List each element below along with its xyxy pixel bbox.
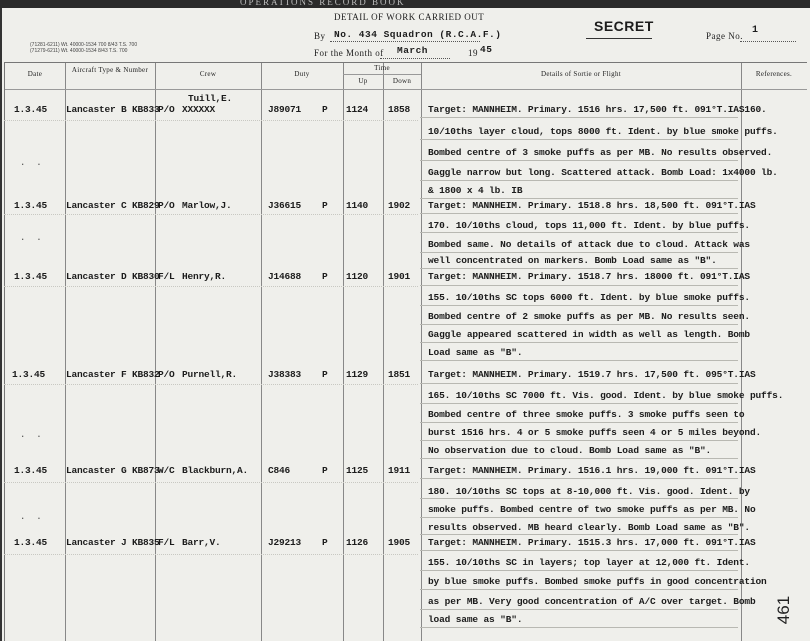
entry-detail-line: Target: MANNHEIM. Primary. 1519.7 hrs. 17,500 ft. 095°T.IAS <box>428 369 756 380</box>
entry-detail-line: as per MB. Very good concentration of A/C over target. Bomb <box>428 596 756 607</box>
entry-time-down: 1851 <box>388 369 411 380</box>
entry-time-up: 1124 <box>346 104 369 115</box>
entry-detail-line: 165. 10/10ths SC 7000 ft. Vis. good. Ident. by blue smoke puffs. <box>428 390 784 401</box>
ruled-line <box>420 360 738 361</box>
ruled-line <box>420 478 738 479</box>
ruled-line <box>420 550 738 551</box>
entry-aircraft: Lancaster F KB832 <box>66 369 160 380</box>
classification-underline <box>586 38 652 39</box>
entry-duty: P <box>322 271 328 282</box>
ruled-line <box>420 252 738 253</box>
page-number: 1 <box>752 25 759 36</box>
ruled-line <box>420 534 738 535</box>
ruled-line <box>420 422 738 423</box>
col-down: Down <box>392 77 412 85</box>
ruled-line <box>420 570 738 571</box>
ruled-line <box>420 117 738 118</box>
entry-duty: P <box>322 200 328 211</box>
ruled-line <box>420 458 738 459</box>
entry-time-up: 1125 <box>346 465 369 476</box>
entry-date: 1.3.45 <box>14 537 48 548</box>
ruled-line <box>420 403 738 404</box>
entry-duty: P <box>322 465 328 476</box>
entry-time-up: 1129 <box>346 369 369 380</box>
ruled-line <box>420 324 738 325</box>
scan-edge <box>0 0 2 641</box>
ruled-line <box>420 305 738 306</box>
entry-time-up: 1126 <box>346 537 369 548</box>
entry-detail-line: 10/10ths layer cloud, tops 8000 ft. Ident. by blue smoke puffs. <box>428 126 778 137</box>
ruled-line <box>420 498 738 499</box>
entry-separator <box>4 120 418 121</box>
page-underline <box>740 41 796 42</box>
entry-date: 1.3.45 <box>14 271 48 282</box>
col-time: Time <box>374 64 390 72</box>
entry-detail-line: smoke puffs. Bombed centre of two smoke puffs as per MB. No <box>428 504 756 515</box>
ruled-line <box>420 180 738 181</box>
entry-duty: P <box>322 369 328 380</box>
ditto-marks: . . <box>20 233 42 243</box>
entry-detail-line: Target: MANNHEIM. Primary. 1516.1 hrs. 19,000 ft. 091°T.IAS <box>428 465 756 476</box>
classification-stamp: SECRET <box>594 18 654 34</box>
entry-time-down: 1858 <box>388 104 411 115</box>
entry-time-down: 1905 <box>388 537 411 548</box>
entry-date: 1.3.45 <box>14 465 48 476</box>
entry-detail-line: Target: MANNHEIM. Primary. 1515.3 hrs. 17,000 ft. 091°T.IAS <box>428 537 756 548</box>
entry-detail-line: 155. 10/10ths SC in layers; top layer at 12,000 ft. Ident. <box>428 557 750 568</box>
entry-detail-line: Gaggle narrow but long. Scattered attack. Bomb Load: 1x4000 lb. <box>428 167 778 178</box>
entry-detail-line: Gaggle appeared scattered in width as well as length. Bomb <box>428 329 750 340</box>
ruled-line <box>420 160 738 161</box>
entry-detail-line: Target: MANNHEIM. Primary. 1516 hrs. 17,500 ft. 091°T.IAS160. <box>428 104 767 115</box>
month-underline <box>380 58 450 59</box>
entry-crew-rank: W/C <box>158 465 175 476</box>
col-aircraft: Aircraft Type & Number <box>71 66 149 74</box>
ruled-line <box>420 268 738 269</box>
entry-crew-rank: F/L <box>158 537 175 548</box>
ruled-line <box>420 342 738 343</box>
ruled-line <box>420 383 738 384</box>
entry-crew-name: Barr,V. <box>182 537 221 548</box>
entry-service-number: C846 <box>268 465 291 476</box>
entry-service-number: J29213 <box>268 537 302 548</box>
cut-off-header <box>0 0 810 8</box>
entry-aircraft: Lancaster B KB833 <box>66 104 160 115</box>
entry-detail-line: Bombed same. No details of attack due to cloud. Attack was <box>428 239 750 250</box>
entry-date: 1.3.45 <box>14 200 48 211</box>
entry-crew-name: Blackburn,A. <box>182 465 249 476</box>
entry-crew-rank: P/O <box>158 369 175 380</box>
entry-duty: P <box>322 537 328 548</box>
entry-duty: P <box>322 104 328 115</box>
col-duty: Duty <box>294 70 310 78</box>
ditto-marks: . . <box>20 512 42 522</box>
ruled-line <box>420 232 738 233</box>
entry-aircraft: Lancaster J KB835 <box>66 537 160 548</box>
entry-aircraft: Lancaster C KB829 <box>66 200 160 211</box>
entry-time-up: 1120 <box>346 271 369 282</box>
year-value: 45 <box>480 44 493 55</box>
entry-service-number: J89071 <box>268 104 302 115</box>
page-label: Page No. <box>706 31 743 41</box>
entry-separator <box>4 554 418 555</box>
ruled-line <box>420 285 738 286</box>
archive-page-number: 461 <box>774 595 794 625</box>
col-details: Details of Sortie or Flight <box>540 70 622 78</box>
entry-detail-line: Load same as "B". <box>428 347 523 358</box>
entry-detail-line: results observed. MB heard clearly. Bomb Load same as "B". <box>428 522 750 533</box>
ruled-line <box>420 213 738 214</box>
ditto-marks: . . <box>20 158 42 168</box>
ruled-line <box>420 139 738 140</box>
entry-detail-line: well concentrated on markers. Bomb Load same as "B". <box>428 255 717 266</box>
form-code-1: (71281-6211) Wt. 40000-1534 700 8/43 T.S. 700 <box>30 42 138 48</box>
entry-detail-line: Target: MANNHEIM. Primary. 1518.7 hrs. 18000 ft. 091°T.IAS <box>428 271 750 282</box>
entry-time-down: 1901 <box>388 271 411 282</box>
year-prefix: 19 <box>468 48 478 58</box>
entry-crew-name: Purnell,R. <box>182 369 238 380</box>
entry-crew-struck: XXXXXX <box>182 104 216 115</box>
entry-crew-rank: F/L <box>158 271 175 282</box>
squadron-underline <box>330 41 480 42</box>
entry-separator <box>4 214 418 215</box>
entry-time-up: 1140 <box>346 200 369 211</box>
ruled-line <box>420 198 738 199</box>
entry-separator <box>4 384 418 385</box>
entry-aircraft: Lancaster G KB873 <box>66 465 160 476</box>
entry-detail-line: by blue smoke puffs. Bombed smoke puffs in good concentration <box>428 576 767 587</box>
entry-detail-line: Bombed centre of 3 smoke puffs as per MB. No results observed. <box>428 147 773 158</box>
entry-date: 1.3.45 <box>12 369 46 380</box>
entry-service-number: J14688 <box>268 271 302 282</box>
entry-crew-rank: P/O <box>158 200 175 211</box>
entry-detail-line: Target: MANNHEIM. Primary. 1518.8 hrs. 18,500 ft. 091°T.IAS <box>428 200 756 211</box>
form-header-cut: OPERATIONS RECORD BOOK <box>240 0 406 7</box>
squadron-name: No. 434 Squadron (R.C.A.F.) <box>334 29 502 40</box>
entry-crew-name: Henry,R. <box>182 271 227 282</box>
entry-service-number: J38383 <box>268 369 302 380</box>
entry-detail-line: burst 1516 hrs. 4 or 5 smoke puffs seen 4 or 5 miles beyond. <box>428 427 762 438</box>
entry-aircraft: Lancaster D KB830 <box>66 271 160 282</box>
entry-time-down: 1911 <box>388 465 411 476</box>
entry-detail-line: Bombed centre of three smoke puffs. 3 smoke puffs seen to <box>428 409 745 420</box>
entry-detail-line: 155. 10/10ths SC tops 6000 ft. Ident. by blue smoke puffs. <box>428 292 750 303</box>
ruled-line <box>420 609 738 610</box>
entry-separator <box>4 286 418 287</box>
entry-separator <box>4 482 418 483</box>
entry-detail-line: 170. 10/10ths cloud, tops 11,000 ft. Ident. by blue puffs. <box>428 220 750 231</box>
ruled-line <box>420 440 738 441</box>
ruled-line <box>420 627 738 628</box>
entry-date: 1.3.45 <box>14 104 48 115</box>
col-references: References. <box>755 70 793 78</box>
col-date: Date <box>27 70 43 78</box>
month-value: March <box>397 45 429 56</box>
form-code-2: (71279-6211) Wt. 40000-1534 8/43 T.S. 700 <box>30 48 128 54</box>
entry-service-number: J36615 <box>268 200 302 211</box>
form-title: DETAIL OF WORK CARRIED OUT <box>334 12 485 22</box>
entry-crew-name: Tuill,E. <box>188 93 233 104</box>
ruled-line <box>420 589 738 590</box>
col-crew: Crew <box>199 70 217 78</box>
by-label: By <box>314 31 326 41</box>
entry-crew-rank: P/O <box>158 104 175 115</box>
col-up: Up <box>358 77 368 85</box>
entry-detail-line: No observation due to cloud. Bomb Load same as "B". <box>428 445 712 456</box>
entry-crew-name: Marlow,J. <box>182 200 232 211</box>
entry-detail-line: & 1800 x 4 lb. IB <box>428 185 523 196</box>
entry-time-down: 1902 <box>388 200 411 211</box>
month-label: For the Month of <box>314 48 384 58</box>
ruled-line <box>420 517 738 518</box>
ditto-marks: . . <box>20 430 42 440</box>
entry-detail-line: load same as "B". <box>428 614 523 625</box>
entry-detail-line: 180. 10/10ths SC tops at 8-10,000 ft. Vis. good. Ident. by <box>428 486 750 497</box>
entry-detail-line: Bombed centre of 2 smoke puffs as per MB. No results seen. <box>428 311 750 322</box>
